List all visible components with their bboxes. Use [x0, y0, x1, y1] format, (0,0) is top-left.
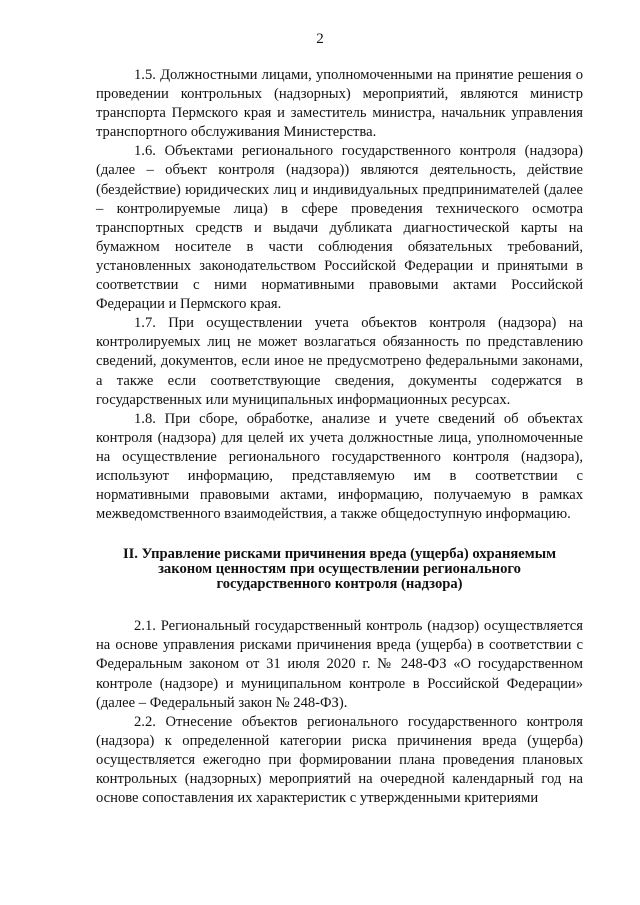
paragraph-2-1: 2.1. Региональный государственный контроль (надзор) осуществляется на основе управления рисками причинения вреда (ущерба) в соответствии с Федеральным законом от 31 июля 2020 г. № 248-ФЗ «О государственном контроле (надзоре) и муниципальном контроле в Российской Федерации» (далее – Федеральный закон № 248-ФЗ). [96, 618, 583, 711]
paragraph-1-8: 1.8. При сборе, обработке, анализе и учете сведений об объектах контроля (надзора) для целей их учета должностные лица, уполномоченные на осуществление регионального государственного контроля (надзора), используют информацию, представляемую им в соответствии с нормативными правовыми актами, информацию, получаемую в рамках межведомственного взаимодействия, а также общедоступную информацию. [96, 410, 583, 523]
page-number: 2 [316, 31, 324, 47]
section-spacer [96, 524, 583, 547]
document-body [96, 66, 583, 808]
section-heading-line-3: государственного контроля (надзора) [216, 576, 463, 593]
paragraph-1-5: 1.5. Должностными лицами, уполномоченными на принятие решения о проведении контрольных (надзорных) мероприятий, являются министр транспорта Пермского края и заместитель министра, начальник управления транспортного обслуживания Министерства. [96, 67, 583, 141]
section-heading [96, 547, 583, 592]
paragraph-2-2: 2.2. Отнесение объектов регионального государственного контроля (надзора) к определенной категории риска причинения вреда (ущерба) осуществляется ежегодно при формировании плана проведения плановых контрольных (надзорных) мероприятий на очередной календарный год на основе сопоставления их характеристик с утвержденными критериями [96, 713, 583, 807]
paragraph-1-7: 1.7. При осуществлении учета объектов контроля (надзора) на контролируемых лиц не может возлагаться обязанность по представлению сведений, документов, если иное не предусмотрено федеральными законами, а также если соответствующие сведения, документы содержатся в государственных или муниципальных информационных ресурсах. [96, 315, 583, 408]
heading-spacer [96, 592, 583, 617]
section-heading-line-2: законом ценностям при осуществлении регионального [158, 561, 521, 578]
paragraph-1-6: 1.6. Объектами регионального государственного контроля (надзора) (далее – объект контроля (надзора)) являются деятельность, действие (бездействие) юридических лиц и индивидуальных предпринимателей (далее – контролируемые лица) в сфере проведения технического осмотра транспортных средств и выдачи дубликата диагностической карты на бумажном носителе в части соблюдения обязательных требований, установленных законодательством Российской Федерации и принятыми в соответствии с ними нормативными правовыми актами Российской Федерации и Пермского края. [96, 143, 583, 313]
section-heading-line-1: II. Управление рисками причинения вреда (ущерба) охраняемым [122, 546, 557, 563]
